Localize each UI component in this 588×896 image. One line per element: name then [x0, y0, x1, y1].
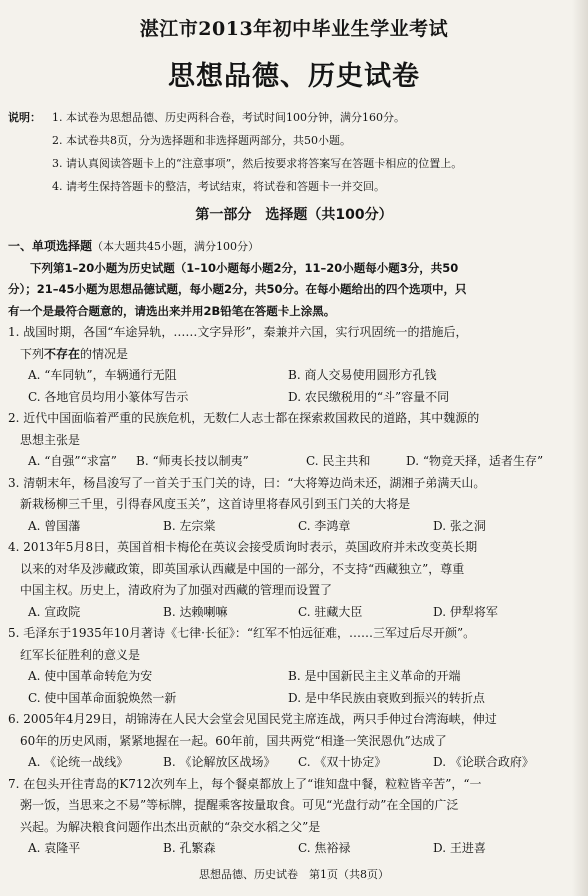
section-heading: 第一部分 选择题（共100分） — [195, 207, 393, 223]
question-stem: 1. 战国时期，各国“车途异轨，……文字异形”，秦兼并六国，实行巩固统一的措施后， — [8, 325, 468, 339]
scan-edge-shadow — [572, 0, 588, 896]
option-c: C. 《双十协定》 — [298, 755, 387, 769]
question-stem: 4. 2013年5月8日，英国首相卡梅伦在英议会接受质询时表示，英国政府并未改变英长期 — [8, 540, 478, 554]
instructions-heading: 说明： — [8, 111, 41, 124]
option-a: A. 《论统一战线》 — [28, 755, 129, 769]
question-stem: 7. 在包头开往青岛的K712次列车上，每个餐桌都放上了“谁知盘中餐，粒粒皆辛苦”，“一 — [8, 776, 482, 791]
instruction-item: 4. 请考生保持答题卡的整洁，考试结束，将试卷和答题卡一并交回。 — [52, 180, 385, 193]
option-a: A. 宣政院 — [28, 604, 81, 619]
part-heading-note: （本大题共45小题，满分100分） — [92, 240, 260, 253]
option-c: C. 驻藏大臣 — [298, 604, 363, 619]
option-row — [8, 365, 582, 387]
option-d: D. 张之洞 — [433, 518, 486, 533]
option-a: A. “车同轨”，车辆通行无阻 — [28, 368, 177, 382]
option-d: D. 伊犁将军 — [433, 604, 498, 619]
option-c: C. 使中国革命面貌焕然一新 — [28, 690, 177, 705]
question-stem — [8, 344, 582, 366]
question-stem: 红军长征胜利的意义是 — [8, 647, 141, 662]
part-heading-line — [8, 236, 582, 258]
question-stem: 兴起。为解决粮食问题作出杰出贡献的“杂交水稻之父”是 — [8, 819, 321, 834]
option-b: B. 商人交易使用圆形方孔钱 — [288, 368, 437, 382]
option-b: B. 达赖喇嘛 — [163, 604, 228, 619]
question-stem: 3. 清朝末年，杨昌浚写了一首关于玉门关的诗，曰：“大将筹边尚未还，湖湘子弟满天山。 — [8, 475, 486, 490]
part-intro-line: 有一个是最符合题意的，请选出来并用2B铅笔在答题卡上涂黑。 — [8, 303, 336, 318]
instruction-item: 1. 本试卷为思想品德、历史两科合卷，考试时间100分钟，满分160分。 — [52, 111, 405, 124]
option-c: C. 焦裕禄 — [298, 841, 351, 855]
option-a: A. 曾国藩 — [28, 518, 81, 533]
instruction-item: 3. 请认真阅读答题卡上的“注意事项”，然后按要求将答案写在答题卡相应的位置上。 — [52, 157, 463, 170]
option-row — [8, 602, 582, 624]
option-c: C. 民主共和 — [306, 454, 371, 468]
option-row — [8, 451, 582, 473]
question-stem: 2. 近代中国面临着严重的民族危机，无数仁人志士都在探索救国救民的道路，其中魏源的 — [8, 411, 480, 425]
instruction-item: 2. 本试卷共8页，分为选择题和非选择题两部分，共50小题。 — [52, 134, 351, 147]
option-b: B. 是中国新民主主义革命的开端 — [288, 669, 461, 683]
question-stem: 粥一饭，当思来之不易”等标牌，提醒乘客按量取食。可见“光盘行动”在全国的广泛 — [8, 798, 459, 812]
question-stem: 思想主张是 — [8, 432, 81, 447]
option-b: B. “师夷长技以制夷” — [136, 454, 249, 468]
page-footer: 思想品德、历史试卷 第1页（共8页） — [199, 868, 389, 881]
option-d: D. 农民缴税用的“斗”容量不同 — [288, 389, 450, 404]
stem-emphasis: 不存在 — [44, 346, 81, 361]
option-row — [8, 838, 582, 860]
exam-title: 湛江市2013年初中毕业生学业考试 — [139, 18, 449, 40]
stem-text: 的情况是 — [80, 346, 129, 361]
option-b: B. 孔繁森 — [163, 841, 216, 855]
option-b: B. 《论解放区战场》 — [163, 755, 276, 769]
option-d: D. 《论联合政府》 — [433, 755, 534, 769]
option-row — [8, 752, 582, 774]
part-intro-line: 分）；21–45小题为思想品德试题，每小题2分，共50分。在每小题给出的四个选项中，只 — [8, 282, 467, 296]
option-d: D. 王进喜 — [433, 841, 486, 855]
option-row — [8, 666, 582, 688]
question-stem: 中国主权。历史上，清政府为了加强对西藏的管理而设置了 — [8, 583, 333, 597]
option-c: C. 李鸿章 — [298, 518, 351, 533]
question-stem: 新栽杨柳三千里，引得春风度玉关”，这首诗里将春风引到玉门关的大将是 — [8, 497, 411, 511]
option-row — [8, 387, 582, 409]
part-heading: 一、单项选择题 — [8, 239, 93, 253]
option-a: A. 使中国革命转危为安 — [28, 669, 153, 683]
option-b: B. 左宗棠 — [163, 518, 216, 533]
question-stem: 6. 2005年4月29日，胡锦涛在人民大会堂会见国民党主席连战，两只手伸过台湾海峡，伸过 — [8, 712, 497, 726]
option-a: A. “自强”“求富” — [28, 454, 117, 468]
option-row — [8, 516, 582, 538]
part-intro-line: 下列第1–20小题为历史试题（1–10小题每小题2分，11–20小题每小题3分，共50 — [30, 260, 459, 275]
option-c: C. 各地官员均用小篆体写告示 — [28, 389, 189, 404]
stem-text: 下列 — [8, 346, 45, 361]
question-stem: 5. 毛泽东于1935年10月著诗《七律·长征》：“红军不怕远征难，……三军过后尽开颜”。 — [8, 626, 476, 640]
exam-subtitle: 思想品德、历史试卷 — [168, 61, 420, 92]
option-a: A. 袁隆平 — [28, 841, 81, 855]
question-stem: 以来的对华及涉藏政策，即英国承认西藏是中国的一部分，不支持“西藏独立”，尊重 — [8, 561, 465, 576]
option-row — [8, 688, 582, 710]
option-d: D. 是中华民族由衰败到振兴的转折点 — [288, 690, 485, 705]
question-stem: 60年的历史风雨，紧紧地握在一起。60年前，国共两党“相逢一笑泯恩仇”达成了 — [8, 733, 447, 748]
option-d: D. “物竞天择，适者生存” — [406, 454, 544, 468]
part-one — [8, 236, 582, 860]
